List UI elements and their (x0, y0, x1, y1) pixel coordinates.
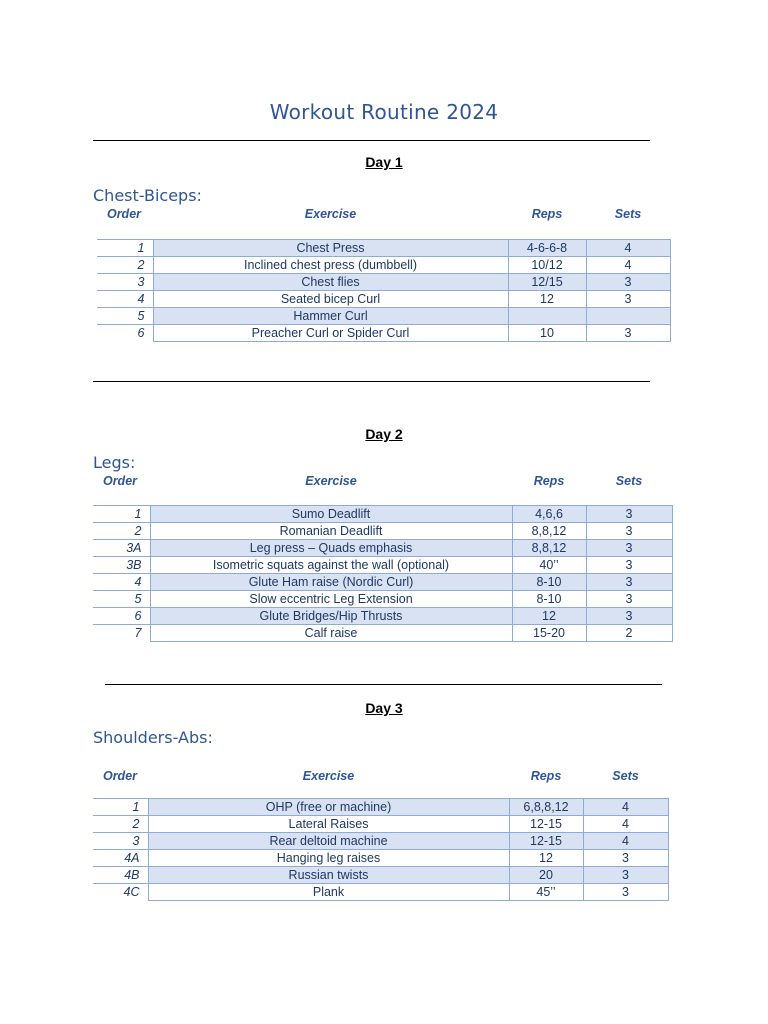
reps-cell: 12 (512, 608, 586, 625)
exercise-cell: Russian twists (148, 867, 509, 884)
exercise-cell: Glute Bridges/Hip Thrusts (150, 608, 512, 625)
column-header-sets: Sets (612, 769, 639, 783)
exercise-cell: Preacher Curl or Spider Curl (153, 325, 508, 342)
exercise-cell: Isometric squats against the wall (optional) (150, 557, 512, 574)
table-row (97, 325, 670, 342)
order-cell: 4 (97, 291, 153, 308)
exercise-cell: Hanging leg raises (148, 850, 509, 867)
exercise-cell: Sumo Deadlift (150, 506, 512, 523)
order-cell: 6 (97, 325, 153, 342)
reps-cell: 12 (509, 850, 583, 867)
reps-cell: 20 (509, 867, 583, 884)
table-row (93, 850, 668, 867)
exercise-cell: Lateral Raises (148, 816, 509, 833)
reps-cell: 6,8,8,12 (509, 799, 583, 816)
exercise-cell: Calf raise (150, 625, 512, 642)
day-1-heading: Day 1 (365, 154, 403, 170)
table-row (97, 257, 670, 274)
column-header-reps: Reps (533, 474, 565, 488)
exercise-cell: Romanian Deadlift (150, 523, 512, 540)
exercise-cell: Plank (148, 884, 509, 901)
sets-cell: 3 (586, 274, 670, 291)
document-title: Workout Routine 2024 (269, 100, 499, 124)
order-cell: 6 (93, 608, 150, 625)
reps-cell: 10 (508, 325, 586, 342)
exercise-cell: Inclined chest press (dumbbell) (153, 257, 508, 274)
order-cell: 3A (93, 540, 150, 557)
day-3-heading: Day 3 (365, 700, 403, 716)
day-1-exercise-table (97, 239, 671, 342)
reps-cell: 8-10 (512, 574, 586, 591)
day-1-divider (93, 381, 650, 382)
sets-cell (586, 308, 670, 325)
table-row (93, 608, 672, 625)
table-row (93, 523, 672, 540)
day-3-exercise-table (93, 798, 669, 901)
reps-cell (508, 308, 586, 325)
table-row (93, 591, 672, 608)
reps-cell: 12 (508, 291, 586, 308)
column-header-exercise: Exercise (304, 207, 357, 221)
order-cell: 3 (97, 274, 153, 291)
table-row (93, 884, 668, 901)
exercise-cell: Glute Ham raise (Nordic Curl) (150, 574, 512, 591)
table-row (97, 240, 670, 257)
sets-cell: 3 (586, 608, 672, 625)
order-cell: 1 (93, 799, 148, 816)
column-header-order: Order (102, 474, 138, 488)
order-cell: 3 (93, 833, 148, 850)
table-row (97, 308, 670, 325)
reps-cell: 45’’ (509, 884, 583, 901)
reps-cell: 8,8,12 (512, 540, 586, 557)
table-row (93, 799, 668, 816)
order-cell: 4 (93, 574, 150, 591)
order-cell: 1 (97, 240, 153, 257)
sets-cell: 2 (586, 625, 672, 642)
table-row (93, 867, 668, 884)
order-cell: 4A (93, 850, 148, 867)
exercise-cell: Leg press – Quads emphasis (150, 540, 512, 557)
sets-cell: 4 (583, 799, 668, 816)
day-1-section-title: Chest-Biceps: (93, 186, 202, 205)
reps-cell: 4,6,6 (512, 506, 586, 523)
reps-cell: 4-6-6-8 (508, 240, 586, 257)
column-header-exercise: Exercise (305, 474, 357, 488)
sets-cell: 4 (583, 816, 668, 833)
reps-cell: 10/12 (508, 257, 586, 274)
reps-cell: 8-10 (512, 591, 586, 608)
sets-cell: 3 (586, 591, 672, 608)
exercise-cell: Slow eccentric Leg Extension (150, 591, 512, 608)
sets-cell: 3 (586, 557, 672, 574)
column-header-order: Order (102, 769, 138, 783)
exercise-cell: Chest flies (153, 274, 508, 291)
order-cell: 2 (93, 523, 150, 540)
column-header-reps: Reps (530, 769, 562, 783)
exercise-cell: OHP (free or machine) (148, 799, 509, 816)
table-row (97, 291, 670, 308)
column-header-reps: Reps (531, 207, 563, 221)
order-cell: 4B (93, 867, 148, 884)
day-2-divider (105, 684, 662, 685)
sets-cell: 3 (583, 867, 668, 884)
column-header-sets: Sets (614, 207, 642, 221)
day-3-section-title: Shoulders-Abs: (93, 728, 213, 747)
sets-cell: 3 (583, 850, 668, 867)
table-row (93, 540, 672, 557)
column-header-exercise: Exercise (302, 769, 355, 783)
sets-cell: 4 (586, 240, 670, 257)
reps-cell: 12-15 (509, 833, 583, 850)
exercise-cell: Rear deltoid machine (148, 833, 509, 850)
table-row (93, 625, 672, 642)
sets-cell: 3 (586, 574, 672, 591)
sets-cell: 3 (586, 506, 672, 523)
table-row (93, 816, 668, 833)
order-cell: 3B (93, 557, 150, 574)
column-header-order: Order (106, 207, 142, 221)
order-cell: 2 (97, 257, 153, 274)
order-cell: 5 (97, 308, 153, 325)
sets-cell: 3 (586, 540, 672, 557)
reps-cell: 40’’ (512, 557, 586, 574)
order-cell: 1 (93, 506, 150, 523)
reps-cell: 12-15 (509, 816, 583, 833)
sets-cell: 4 (586, 257, 670, 274)
column-header-sets: Sets (615, 474, 643, 488)
exercise-cell: Seated bicep Curl (153, 291, 508, 308)
table-row (97, 274, 670, 291)
sets-cell: 3 (586, 325, 670, 342)
title-divider (93, 140, 650, 141)
exercise-cell: Chest Press (153, 240, 508, 257)
sets-cell: 4 (583, 833, 668, 850)
order-cell: 4C (93, 884, 148, 901)
sets-cell: 3 (583, 884, 668, 901)
reps-cell: 8,8,12 (512, 523, 586, 540)
sets-cell: 3 (586, 291, 670, 308)
table-row (93, 833, 668, 850)
table-row (93, 574, 672, 591)
sets-cell: 3 (586, 523, 672, 540)
reps-cell: 15-20 (512, 625, 586, 642)
order-cell: 5 (93, 591, 150, 608)
table-row (93, 506, 672, 523)
order-cell: 7 (93, 625, 150, 642)
day-2-section-title: Legs: (93, 453, 136, 472)
day-2-exercise-table (93, 505, 673, 642)
order-cell: 2 (93, 816, 148, 833)
reps-cell: 12/15 (508, 274, 586, 291)
exercise-cell: Hammer Curl (153, 308, 508, 325)
table-row (93, 557, 672, 574)
day-2-heading: Day 2 (365, 426, 403, 442)
